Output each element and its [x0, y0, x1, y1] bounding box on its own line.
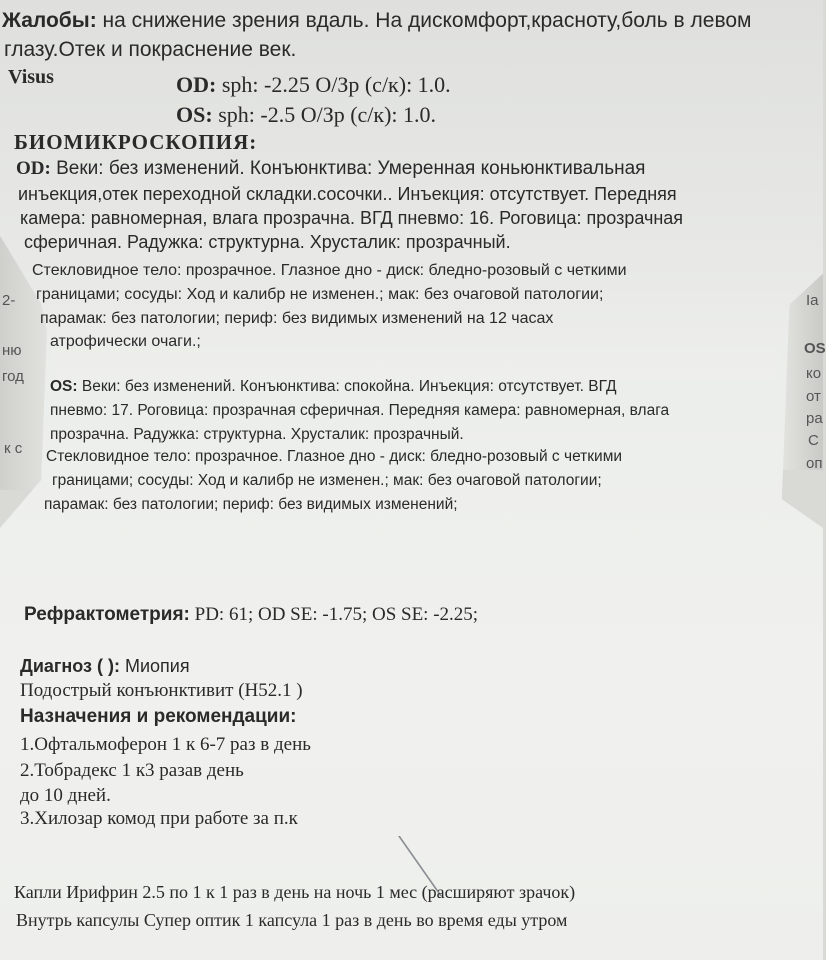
bg-fragment: С	[808, 432, 819, 449]
drops-line: Капли Ирифрин 2.5 по 1 к 1 раз в день на ночь 1 мес (расширяют зрачок)	[14, 882, 576, 902]
visus-od-text: sph: -2.25 O/Зр (с/к): 1.0.	[216, 72, 451, 97]
bg-fragment: год	[2, 368, 24, 385]
os-line: прозрачна. Радужка: структурна. Хрусталик: прозрачный.	[50, 426, 464, 443]
visus-os	[176, 102, 436, 128]
os-label: OS:	[50, 378, 78, 395]
od-text: Веки: без изменений. Конъюнктива: Умеренная коньюнктивальная	[50, 158, 646, 179]
os-line: Стекловидное тело: прозрачное. Глазное дно - диск: бледно-розовый с четкими	[46, 448, 623, 465]
os-line: парамак: без патологии; периф: без видимых изменений;	[44, 496, 458, 513]
complaints-line	[2, 8, 751, 33]
os-text: Веки: без изменений. Конъюнктива: спокойна. Инъекция: отсутствует. ВГД	[77, 378, 617, 395]
visus-os-text: sph: -2.5 O/Зр (с/к): 1.0.	[212, 102, 437, 127]
refractometry-text: PD: 61; OD SE: -1.75; OS SE: -2.25;	[189, 604, 479, 625]
od-line: границами; сосуды: Ход и калибр не изменен.; мак: без очаговой патологии;	[36, 286, 604, 303]
prescription-item: до 10 дней.	[20, 785, 111, 806]
od-line: сферичная. Радужка: структурна. Хрусталик: прозрачный.	[24, 232, 511, 252]
od-line: камера: равномерная, влага прозрачна. ВГД пневмо: 16. Роговица: прозрачная	[20, 208, 684, 228]
od-line: инъекция,отек переходной складки.сосочки.. Инъекция: отсутствует. Передняя	[18, 184, 677, 204]
bg-fragment: Ia	[806, 292, 819, 309]
od-line: атрофически очаги.;	[50, 333, 201, 350]
bg-fragment: ню	[2, 342, 22, 359]
bg-fragment: OS	[804, 340, 826, 357]
refractometry-line	[24, 604, 478, 626]
complaints-line-2: глазу.Отек и покраснение век.	[4, 38, 297, 61]
visus-od-label: OD:	[176, 72, 217, 97]
prescription-item: 2.Тобрадекс 1 к3 разав день	[20, 760, 244, 781]
os-line	[50, 378, 616, 396]
bg-fragment: к с	[4, 440, 23, 457]
visus-os-label: OS:	[176, 102, 213, 127]
bg-fragment: оп	[806, 455, 823, 472]
diagnosis-text: Миопия	[119, 656, 190, 676]
prescription-item: 3.Хилозар комод при работе за п.к	[20, 808, 298, 829]
od-line: парамак: без патологии; периф: без видимых изменений на 12 часах	[40, 310, 554, 327]
bg-fragment: от	[806, 388, 821, 405]
bg-fragment: 2-	[2, 292, 16, 309]
diagnosis-line	[20, 656, 190, 677]
visus-label: Visus	[8, 66, 54, 88]
prescription-item: 1.Офтальмоферон 1 к 6-7 раз в день	[20, 734, 311, 755]
os-line: границами; сосуды: Ход и калибр не изменен.; мак: без очаговой патологии;	[52, 472, 602, 489]
bg-fragment: ра	[806, 410, 823, 427]
od-line: Стекловидное тело: прозрачное. Глазное дно - диск: бледно-розовый с четкими	[32, 262, 627, 279]
diagnosis-line-2: Подострый конъюнктивит (H52.1 )	[20, 680, 303, 701]
drops-line: Внутрь капсулы Супер оптик 1 капсула 1 раз в день во время еды утром	[16, 910, 568, 930]
prescriptions-heading: Назначения и рекомендации:	[20, 706, 297, 727]
os-line: пневмо: 17. Роговица: прозрачная сферичная. Передняя камера: равномерная, влага	[50, 402, 670, 419]
complaints-label: Жалобы:	[2, 9, 97, 32]
diagnosis-label: Диагноз ( ):	[20, 656, 120, 676]
refractometry-label: Рефрактометрия:	[24, 604, 190, 625]
od-label: OD:	[16, 158, 51, 179]
od-line	[16, 158, 645, 180]
biomicroscopy-heading: БИОМИКРОСКОПИЯ:	[14, 130, 258, 154]
bg-fragment: ко	[806, 365, 822, 382]
visus-od	[176, 72, 451, 98]
complaints-text: на снижение зрения вдаль. На дискомфорт,красноту,боль в левом	[96, 9, 752, 32]
